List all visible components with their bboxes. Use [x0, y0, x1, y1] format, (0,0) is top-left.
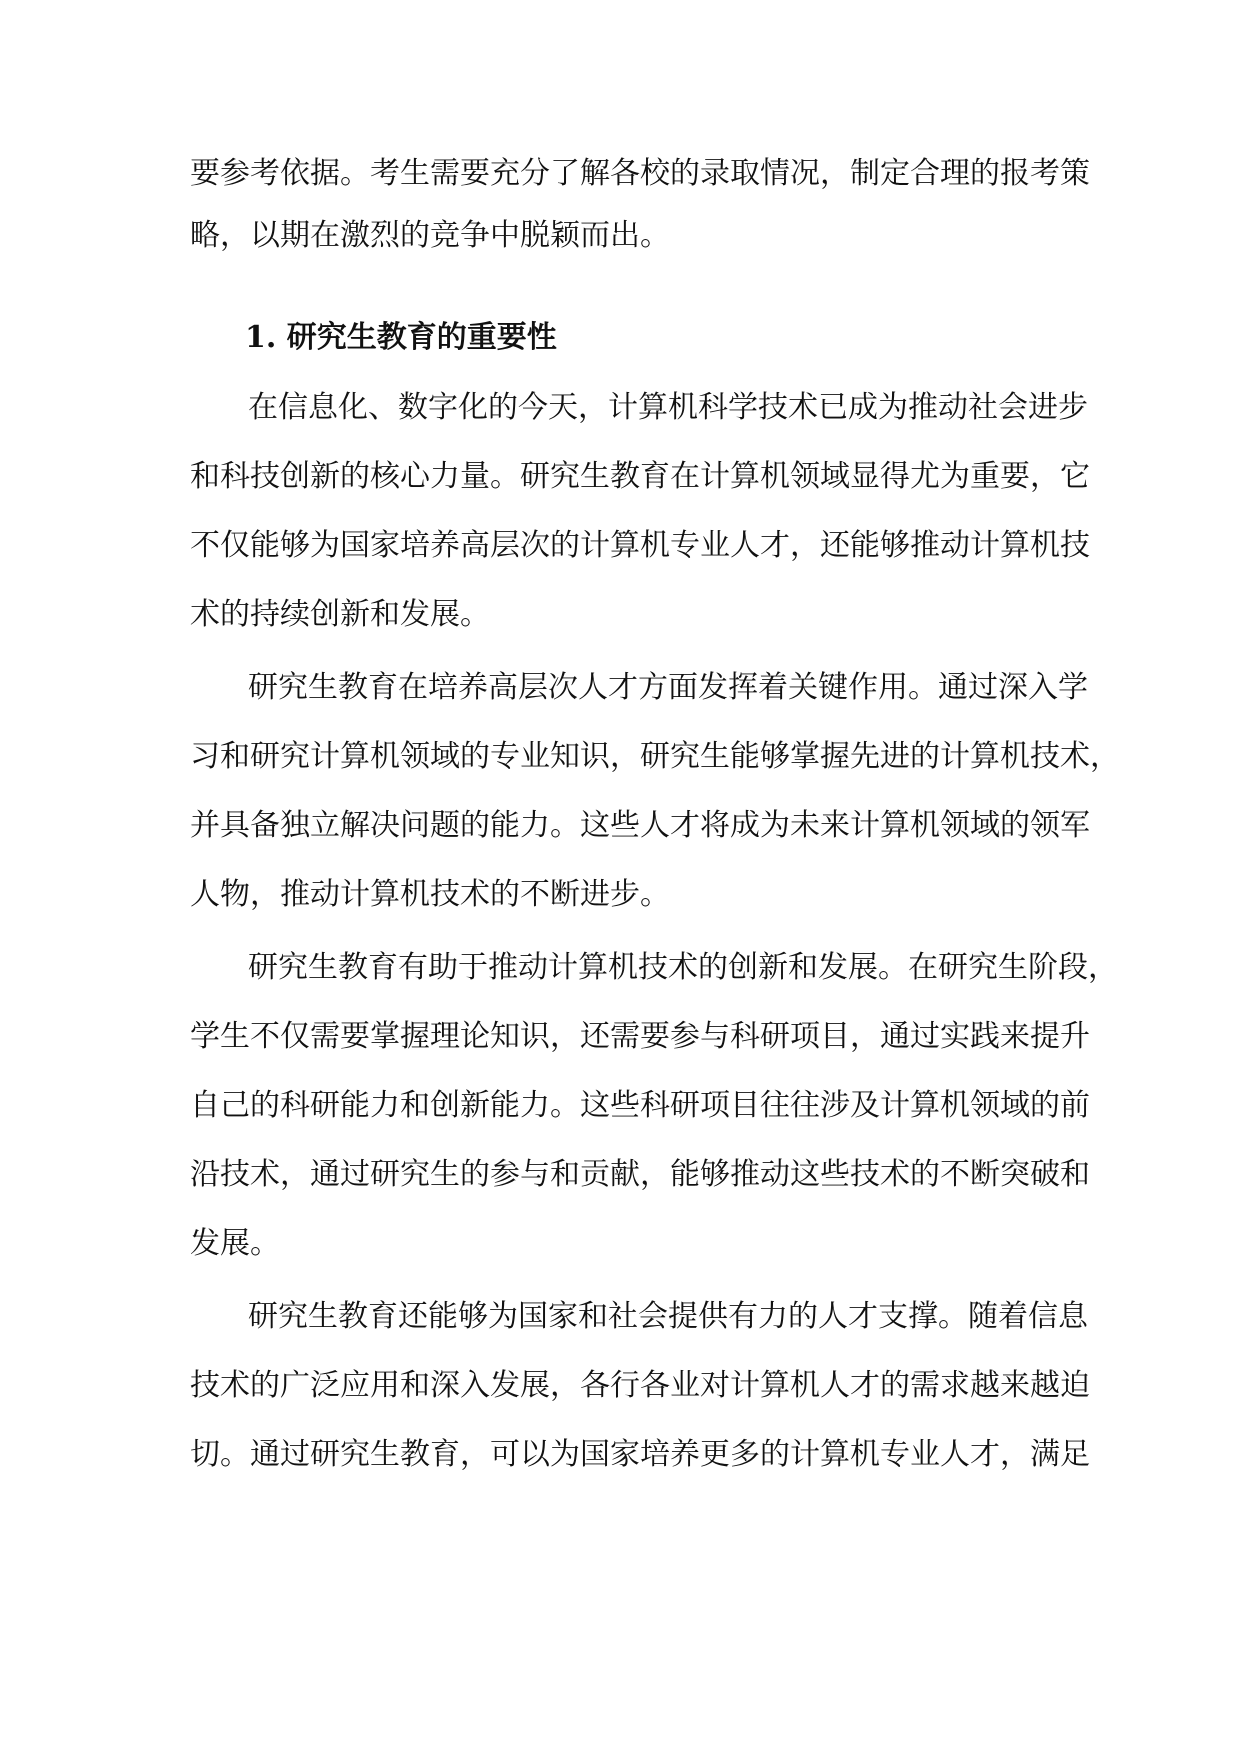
paragraph-line: 在信息化、数字化的今天，计算机科学技术已成为推动社会进步	[248, 390, 1088, 425]
paragraph-line: 习和研究计算机领域的专业知识，研究生能够掌握先进的计算机技术，	[190, 739, 1120, 774]
intro-line: 略，以期在激烈的竞争中脱颖而出。	[190, 218, 670, 253]
paragraph-line: 研究生教育还能够为国家和社会提供有力的人才支撑。随着信息	[248, 1299, 1088, 1334]
paragraph-line: 沿技术，通过研究生的参与和贡献，能够推动这些技术的不断突破和	[190, 1157, 1090, 1192]
paragraph-line: 学生不仅需要掌握理论知识，还需要参与科研项目，通过实践来提升	[190, 1019, 1090, 1054]
paragraph-line: 和科技创新的核心力量。研究生教育在计算机领域显得尤为重要，它	[190, 459, 1090, 494]
section-heading: 1. 研究生教育的重要性	[245, 320, 557, 355]
paragraph-line: 发展。	[190, 1226, 280, 1261]
paragraph-line: 并具备独立解决问题的能力。这些人才将成为未来计算机领域的领军	[190, 808, 1090, 843]
paragraph-line: 研究生教育在培养高层次人才方面发挥着关键作用。通过深入学	[248, 670, 1088, 705]
paragraph-line: 技术的广泛应用和深入发展，各行各业对计算机人才的需求越来越迫	[190, 1368, 1090, 1403]
paragraph-line: 不仅能够为国家培养高层次的计算机专业人才，还能够推动计算机技	[190, 528, 1090, 563]
paragraph-line: 研究生教育有助于推动计算机技术的创新和发展。在研究生阶段，	[248, 950, 1118, 985]
paragraph-line: 人物，推动计算机技术的不断进步。	[190, 877, 670, 912]
paragraph-line: 自己的科研能力和创新能力。这些科研项目往往涉及计算机领域的前	[190, 1088, 1090, 1123]
intro-line: 要参考依据。考生需要充分了解各校的录取情况，制定合理的报考策	[190, 156, 1090, 191]
paragraph-line: 术的持续创新和发展。	[190, 597, 490, 632]
paragraph-line: 切。通过研究生教育，可以为国家培养更多的计算机专业人才，满足	[190, 1437, 1090, 1472]
